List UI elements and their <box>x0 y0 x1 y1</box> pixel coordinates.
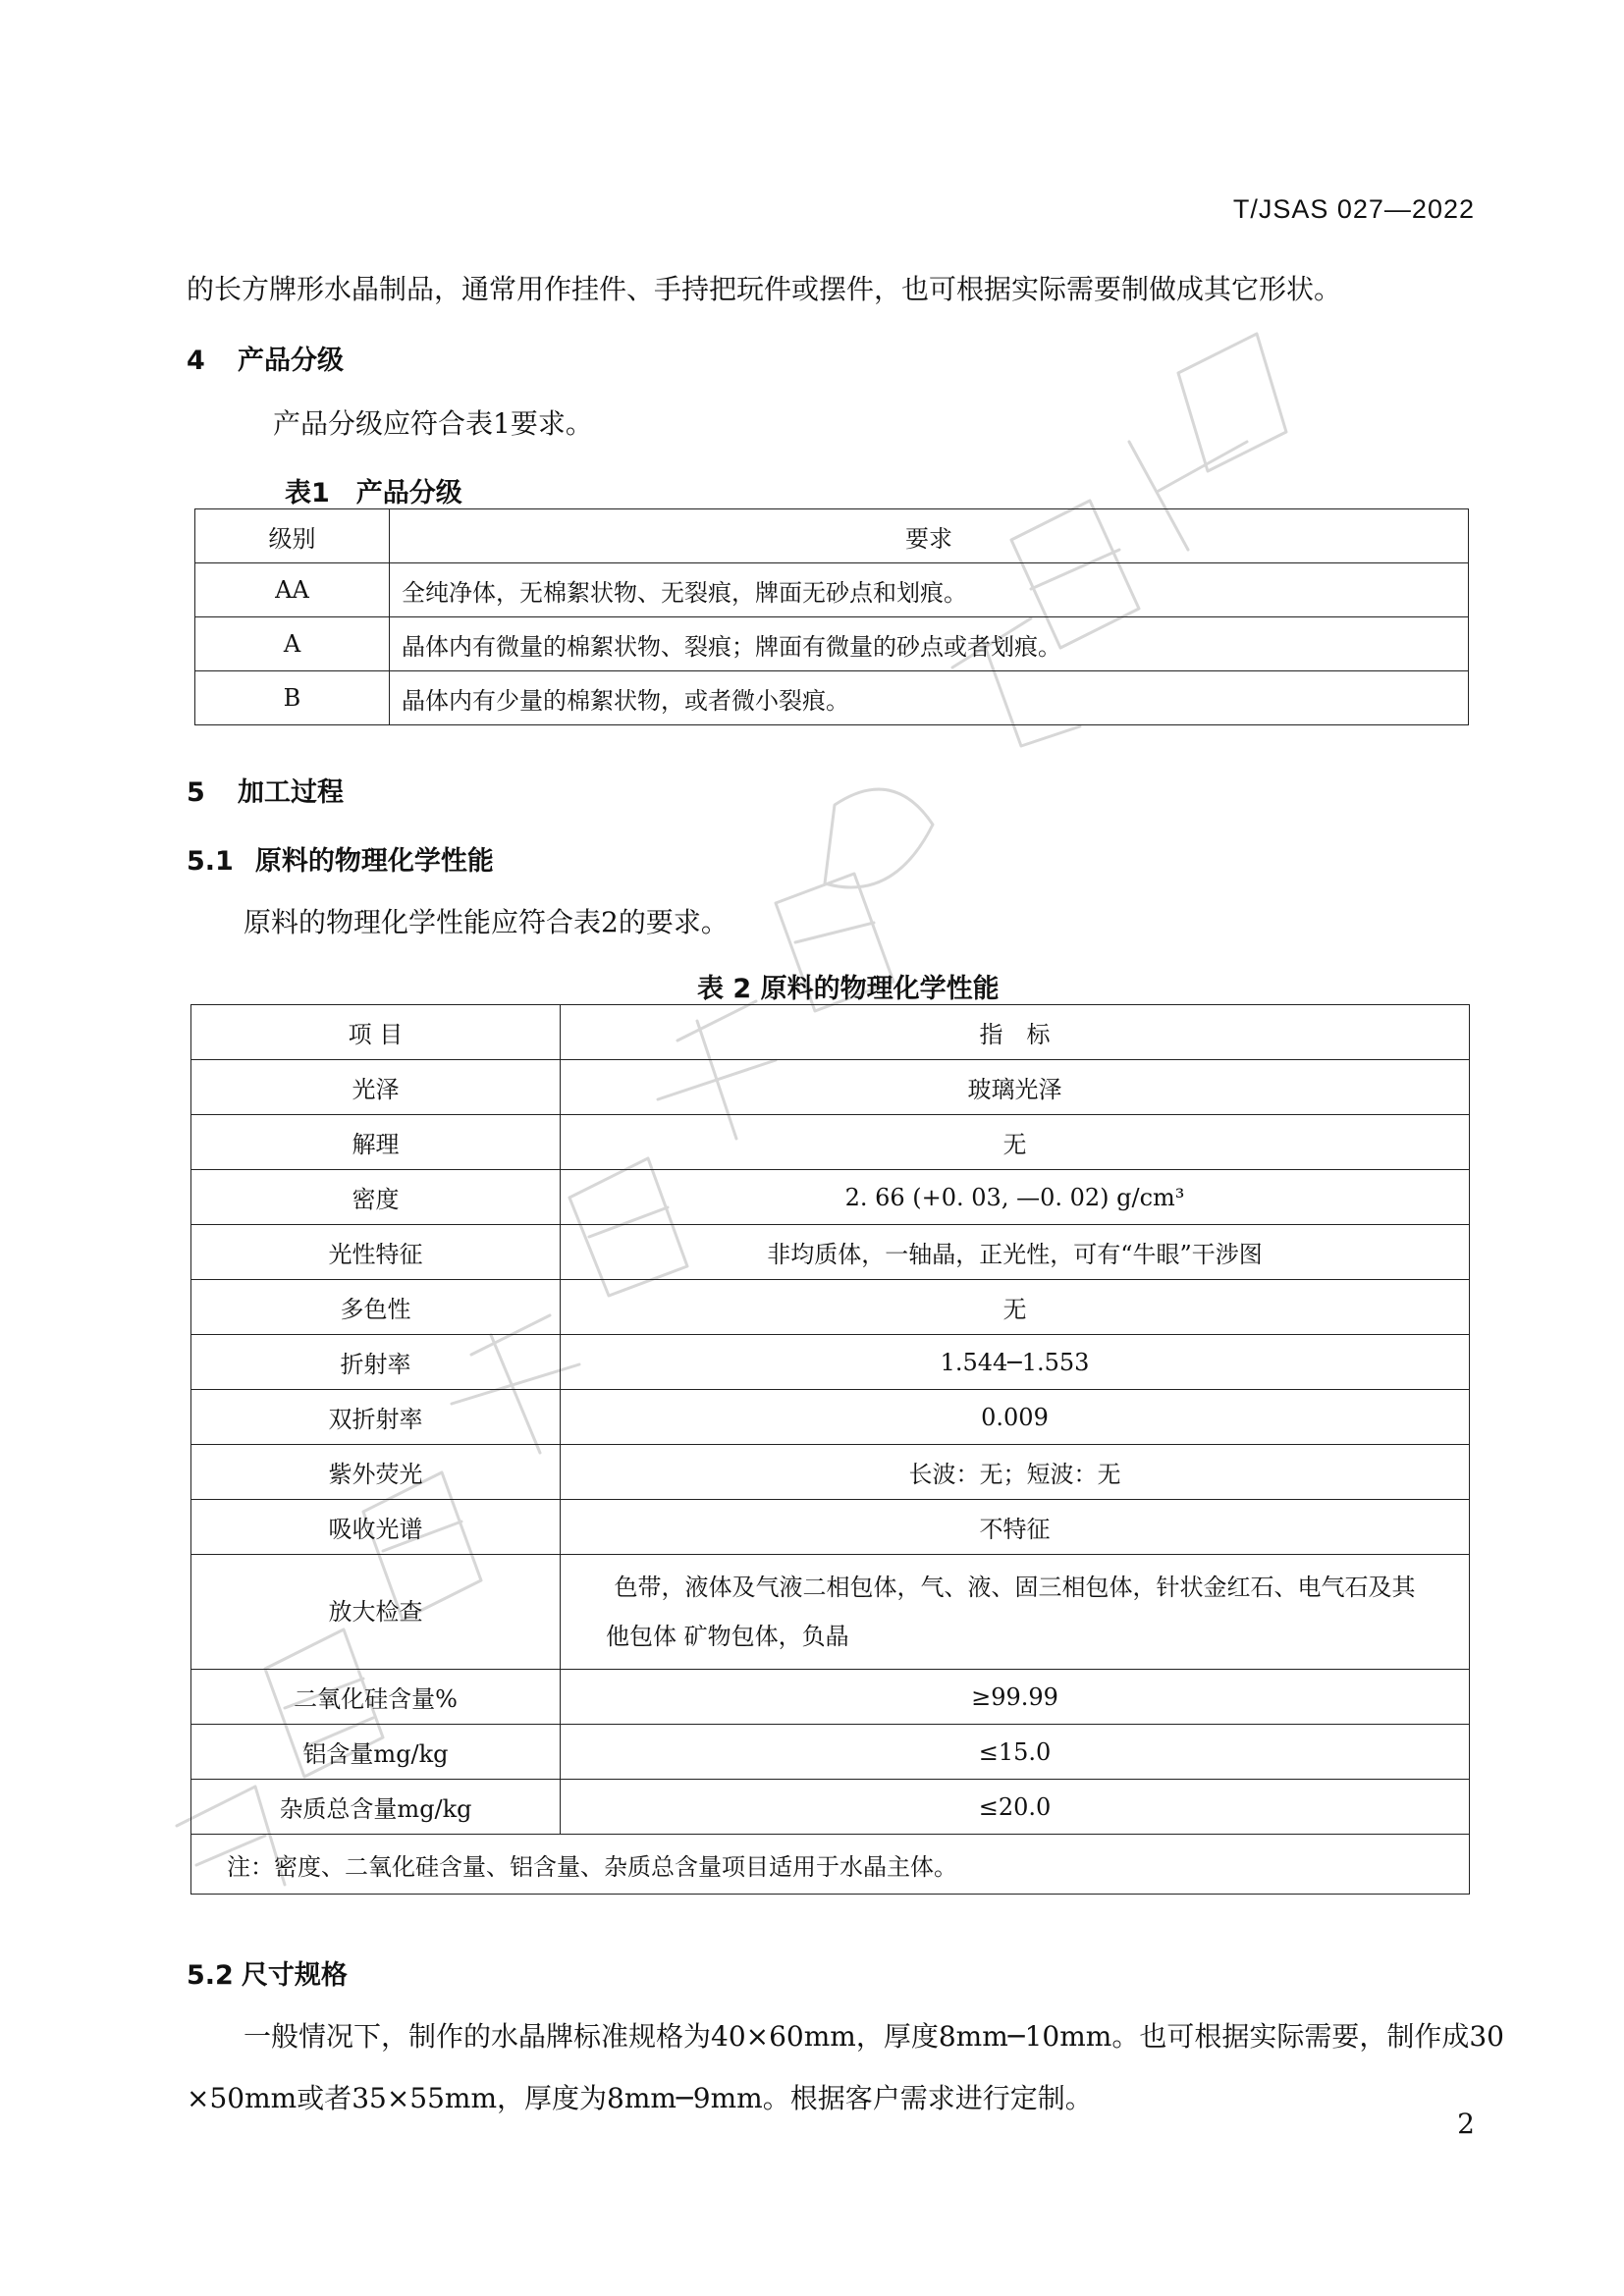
property-cell: 多色性 <box>191 1280 561 1335</box>
grade-table <box>194 508 1469 725</box>
value-cell: ≤20.0 <box>561 1780 1470 1835</box>
value-cell: 不特征 <box>561 1500 1470 1555</box>
column-header: 指 标 <box>561 1005 1470 1060</box>
section-title: 原料的物理化学性能 <box>254 846 494 877</box>
value-cell: 非均质体，一轴晶，正光性，可有“牛眼”干涉图 <box>561 1225 1470 1280</box>
value-cell: 1.544─1.553 <box>561 1335 1470 1390</box>
value-cell <box>561 1555 1470 1670</box>
property-cell: 光泽 <box>191 1060 561 1115</box>
grade-cell: A <box>195 617 390 671</box>
table-row <box>191 1280 1470 1335</box>
value-cell: 2. 66 (+0. 03, —0. 02) g/cm³ <box>561 1170 1470 1225</box>
table-note-row <box>191 1835 1470 1895</box>
section-number: 5.2 <box>187 1960 234 1991</box>
value-cell: ≥99.99 <box>561 1670 1470 1725</box>
property-cell: 吸收光谱 <box>191 1500 561 1555</box>
table-note: 注：密度、二氧化硅含量、铝含量、杂质总含量项目适用于水晶主体。 <box>191 1835 1470 1895</box>
section-5-heading <box>187 771 344 809</box>
property-cell: 解理 <box>191 1115 561 1170</box>
table-row <box>191 1780 1470 1835</box>
section-number: 5.1 <box>187 846 234 877</box>
value-cell: 无 <box>561 1280 1470 1335</box>
section-5-1-body: 原料的物理化学性能应符合表2的要求。 <box>244 906 729 938</box>
value-cell: ≤15.0 <box>561 1725 1470 1780</box>
property-cell: 紫外荧光 <box>191 1445 561 1500</box>
value-cell: 无 <box>561 1115 1470 1170</box>
properties-table <box>190 1004 1470 1895</box>
table-header-row <box>195 509 1469 563</box>
section-5-2-body-line2: ×50mm或者35×55mm，厚度为8mm─9mm。根据客户需求进行定制。 <box>187 2082 1093 2114</box>
table-row <box>191 1500 1470 1555</box>
table-row <box>191 1225 1470 1280</box>
section-4-heading <box>187 339 344 377</box>
intro-line: 的长方牌形水晶制品，通常用作挂件、手持把玩件或摆件，也可根据实际需要制做成其它形状。 <box>187 273 1342 305</box>
section-title: 加工过程 <box>238 777 344 808</box>
table-row <box>191 1335 1470 1390</box>
grade-cell: B <box>195 671 390 725</box>
property-cell: 二氧化硅含量% <box>191 1670 561 1725</box>
section-4-body: 产品分级应符合表1要求。 <box>273 407 593 440</box>
property-cell: 折射率 <box>191 1335 561 1390</box>
table-header-row <box>191 1005 1470 1060</box>
table-row <box>191 1555 1470 1670</box>
value-cell: 长波：无；短波：无 <box>561 1445 1470 1500</box>
section-5-1-heading <box>187 839 494 878</box>
table-row <box>191 1170 1470 1225</box>
table-row <box>191 1670 1470 1725</box>
property-cell: 杂质总含量mg/kg <box>191 1780 561 1835</box>
table-2-caption: 表 2 原料的物理化学性能 <box>697 974 1000 1004</box>
property-cell: 密度 <box>191 1170 561 1225</box>
property-cell: 双折射率 <box>191 1390 561 1445</box>
table-row <box>195 563 1469 617</box>
table-row <box>195 671 1469 725</box>
table-row <box>191 1445 1470 1500</box>
table-row <box>191 1390 1470 1445</box>
page-number: 2 <box>1457 2108 1475 2140</box>
requirement-cell: 晶体内有少量的棉絮状物，或者微小裂痕。 <box>390 671 1469 725</box>
table-row <box>191 1725 1470 1780</box>
section-5-2-heading <box>187 1953 348 1992</box>
section-title: 产品分级 <box>238 346 344 376</box>
table-row <box>191 1060 1470 1115</box>
section-number: 4 <box>187 346 205 376</box>
value-line: 色带，液体及气液二相包体，气、液、固三相包体，针状金红石、电气石及其 <box>614 1574 1416 1601</box>
table-1-caption: 表1 产品分级 <box>285 478 462 508</box>
column-header: 级别 <box>195 509 390 563</box>
property-cell: 光性特征 <box>191 1225 561 1280</box>
value-line: 他包体 矿物包体，负晶 <box>606 1623 849 1650</box>
section-number: 5 <box>187 777 205 808</box>
requirement-cell: 晶体内有微量的棉絮状物、裂痕；牌面有微量的砂点或者划痕。 <box>390 617 1469 671</box>
document-code: T/JSAS 027—2022 <box>1232 194 1475 224</box>
value-cell: 玻璃光泽 <box>561 1060 1470 1115</box>
column-header: 项 目 <box>191 1005 561 1060</box>
table-row <box>191 1115 1470 1170</box>
value-cell: 0.009 <box>561 1390 1470 1445</box>
section-title: 尺寸规格 <box>241 1960 348 1991</box>
property-cell: 放大检查 <box>191 1555 561 1670</box>
column-header: 要求 <box>390 509 1469 563</box>
grade-cell: AA <box>195 563 390 617</box>
property-cell: 铝含量mg/kg <box>191 1725 561 1780</box>
requirement-cell: 全纯净体，无棉絮状物、无裂痕，牌面无砂点和划痕。 <box>390 563 1469 617</box>
section-5-2-body-line1: 一般情况下，制作的水晶牌标准规格为40×60mm，厚度8mm─10mm。也可根据实际需要，制作成30 <box>244 2020 1504 2053</box>
table-row <box>195 617 1469 671</box>
